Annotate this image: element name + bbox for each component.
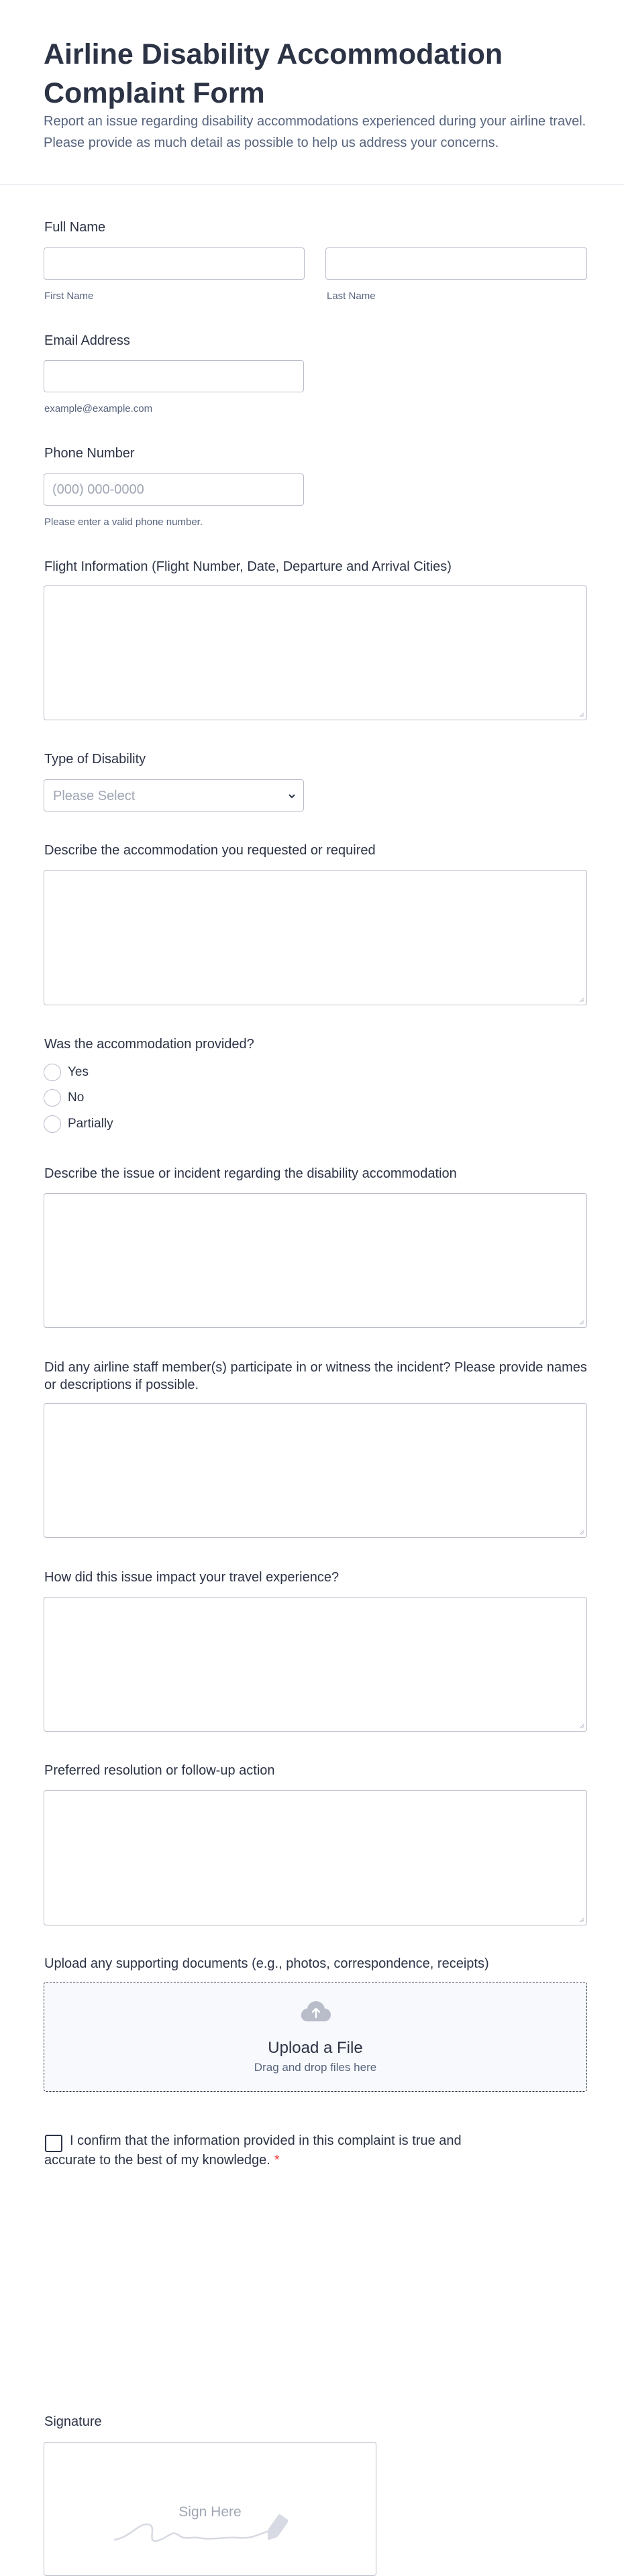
staff-textarea[interactable]: [44, 1403, 587, 1538]
email-sublabel: example@example.com: [44, 403, 153, 414]
resize-grip-icon[interactable]: [578, 1319, 584, 1325]
upload-subtitle: Drag and drop files here: [254, 2061, 377, 2074]
first-name-input[interactable]: [44, 247, 305, 280]
issue-description-textarea[interactable]: [44, 1193, 587, 1328]
issue-description-label: Describe the issue or incident regarding the disability accommodation: [44, 1166, 457, 1181]
phone-sublabel: Please enter a valid phone number.: [44, 516, 203, 528]
disability-type-select[interactable]: [44, 779, 304, 811]
confirm-text: I confirm that the information provided in this complaint is true and accurate to the best of my knowledge.: [44, 2133, 462, 2168]
disability-type-selected: Please Select: [53, 789, 136, 803]
last-name-input[interactable]: [325, 247, 587, 280]
radio-button[interactable]: [44, 1064, 61, 1081]
radio-button[interactable]: [44, 1089, 61, 1107]
email-input[interactable]: [44, 360, 304, 392]
full-name-label: Full Name: [44, 220, 106, 235]
accommodation-requested-textarea[interactable]: [44, 870, 587, 1005]
phone-input[interactable]: [44, 473, 304, 506]
confirm-statement: [44, 2131, 514, 2170]
staff-label: Did any airline staff member(s) participate in or witness the incident? Please provide names or descriptions if possible.: [44, 1360, 587, 1392]
resize-grip-icon[interactable]: [578, 1722, 584, 1729]
signature-label: Signature: [44, 2414, 102, 2429]
first-name-sublabel: First Name: [44, 290, 94, 302]
form-title: Airline Disability Accommodation Complaint Form: [44, 38, 503, 109]
signature-placeholder: Sign Here: [178, 2504, 242, 2520]
radio-label: Yes: [68, 1065, 89, 1079]
flight-info-label: Flight Information (Flight Number, Date, Departure and Arrival Cities): [44, 559, 452, 574]
chevron-down-icon: [287, 791, 297, 801]
form-header: [0, 0, 624, 185]
impact-textarea[interactable]: [44, 1597, 587, 1732]
phone-label: Phone Number: [44, 446, 135, 461]
signature-pad[interactable]: [44, 2442, 376, 2576]
radio-button[interactable]: [44, 1115, 61, 1133]
resize-grip-icon[interactable]: [578, 711, 584, 718]
form-subtitle: Report an issue regarding disability accommodations experienced during your airline travel. Please provide as much detail as possible to help us address your concerns.: [44, 114, 586, 150]
resize-grip-icon[interactable]: [578, 996, 584, 1003]
cloud-upload-icon: [299, 2000, 333, 2023]
last-name-sublabel: Last Name: [327, 290, 376, 302]
accommodation-provided-label: Was the accommodation provided?: [44, 1037, 254, 1052]
impact-label: How did this issue impact your travel experience?: [44, 1570, 340, 1585]
file-upload-dropzone[interactable]: [44, 1982, 587, 2092]
radio-label: Partially: [68, 1117, 113, 1131]
upload-title: Upload a File: [268, 2039, 363, 2057]
radio-label: No: [68, 1090, 85, 1105]
upload-label: Upload any supporting documents (e.g., photos, correspondence, receipts): [44, 1956, 489, 1971]
required-asterisk: *: [274, 2153, 280, 2168]
flight-info-textarea[interactable]: [44, 585, 587, 720]
resolution-textarea[interactable]: [44, 1790, 587, 1925]
disability-type-label: Type of Disability: [44, 752, 146, 767]
resize-grip-icon[interactable]: [578, 1916, 584, 1923]
resize-grip-icon[interactable]: [578, 1528, 584, 1535]
resolution-label: Preferred resolution or follow-up action: [44, 1763, 275, 1778]
accommodation-requested-label: Describe the accommodation you requested or required: [44, 843, 376, 858]
email-label: Email Address: [44, 333, 130, 348]
